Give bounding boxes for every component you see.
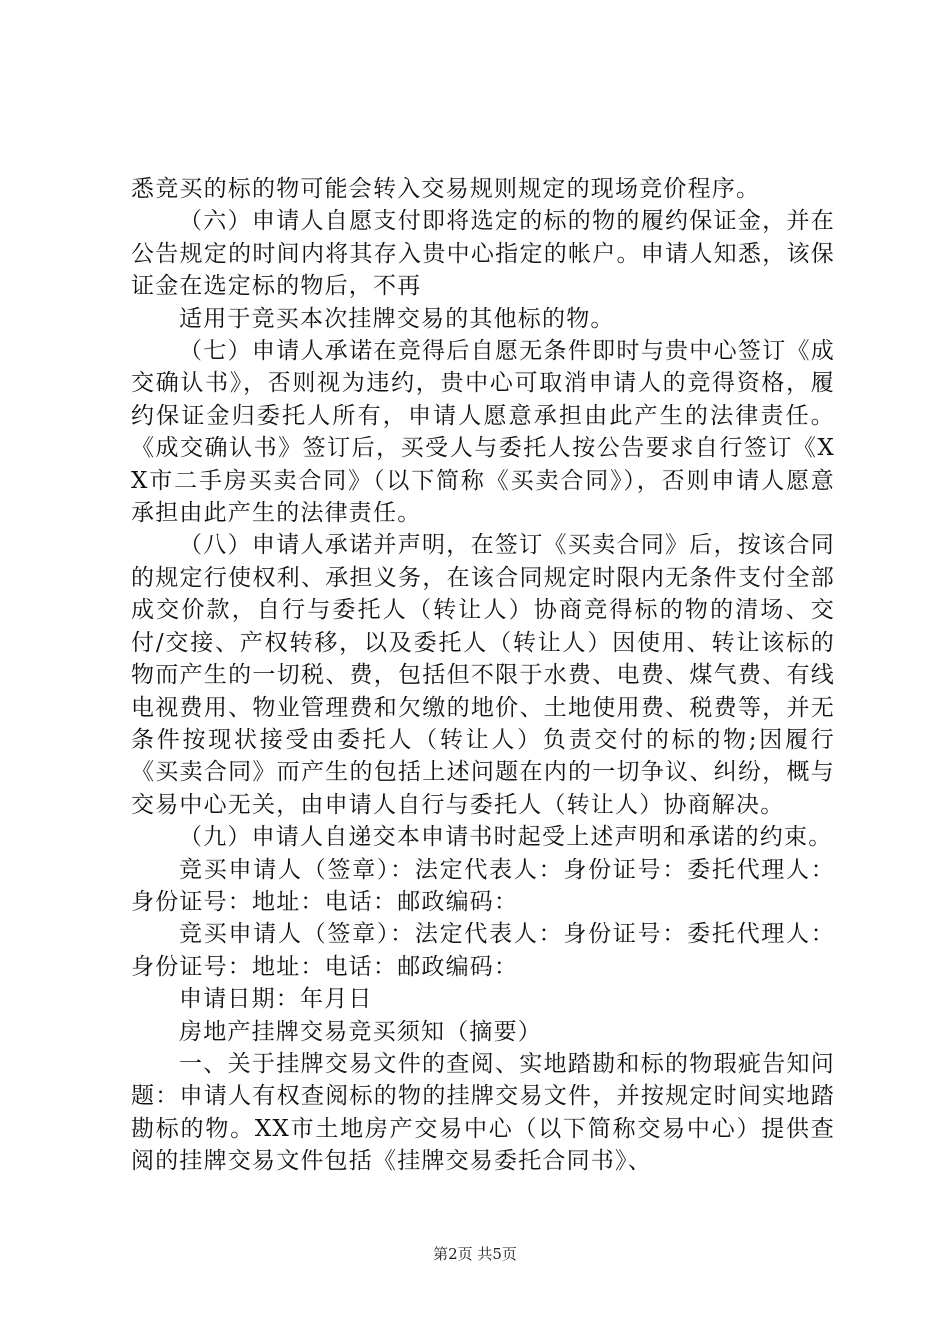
paragraph-notice-title: 房地产挂牌交易竞买须知（摘要） [179,1018,542,1045]
paragraph-item-9: （九）申请人自递交本申请书时起受上述声明和承诺的约束。 [179,824,833,851]
paragraph-signature-2: 竞买申请人（签章）：法定代表人：身份证号：委托代理人：身份证号：地址：电话：邮政编码： [131,921,835,980]
paragraph-item-6-tail: 适用于竞买本次挂牌交易的其他标的物。 [179,305,615,332]
document-body [131,173,835,1178]
paragraph-item-8: （八）申请人承诺并声明，在签订《买卖合同》后，按该合同的规定行使权利、承担义务，在该合同规定时限内无条件支付全部成交价款，自行与委托人（转让人）协商竞得标的物的清场、交付/交接、产权转移，以及委托人（转让人）因使用、转让该标的物而产生的一切税、费，包括但不限于水费、电费、煤气费、有线电视费用、物业管理费和欠缴的地价、土地使用费、税费等，并无条件按现状接受由委托人（转让人）负责交付的标的物;因履行《买卖合同》而产生的包括上述问题在内的一切争议、纠纷，概与交易中心无关，由申请人自行与委托人（转让人）协商解决。 [131,532,835,818]
paragraph-notice-1: 一、关于挂牌交易文件的查阅、实地踏勘和标的物瑕疵告知问题：申请人有权查阅标的物的挂牌交易文件，并按规定时间实地踏勘标的物。XX市土地房产交易中心（以下简称交易中心）提供查阅的挂牌交易文件包括《挂牌交易委托合同书》、 [131,1050,835,1175]
paragraph-item-7: （七）申请人承诺在竞得后自愿无条件即时与贵中心签订《成交确认书》，否则视为违约，贵中心可取消申请人的竞得资格，履约保证金归委托人所有，申请人愿意承担由此产生的法律责任。《成交确认书》签订后，买受人与委托人按公告要求自行签订《XX市二手房买卖合同》（以下简称《买卖合同》），否则申请人愿意承担由此产生的法律责任。 [131,338,835,527]
paragraph-signature-1: 竞买申请人（签章）：法定代表人：身份证号：委托代理人：身份证号：地址：电话：邮政编码： [131,856,835,915]
paragraph-application-date: 申请日期：年月日 [179,986,373,1013]
paragraph-continuation: 悉竞买的标的物可能会转入交易规则规定的现场竞价程序。 [131,176,761,202]
paragraph-item-6: （六）申请人自愿支付即将选定的标的物的履约保证金，并在公告规定的时间内将其存入贵中心指定的帐户。申请人知悉，该保证金在选定标的物后，不再 [131,208,835,300]
page-footer: 第2页 共5页 [433,1245,517,1263]
